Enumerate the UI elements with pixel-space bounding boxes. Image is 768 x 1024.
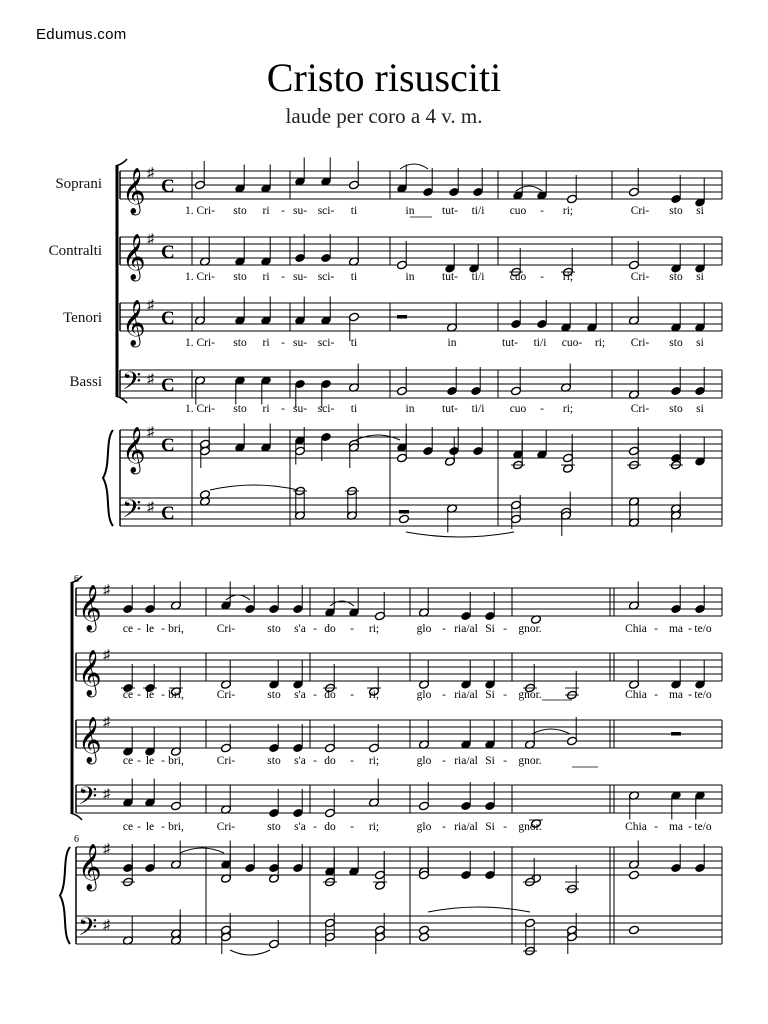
lyric-contralto: -: [161, 689, 165, 701]
choir-bracket: [116, 159, 128, 166]
voice-label-soprani: Soprani: [55, 176, 102, 192]
key-signature-sharp: ♯: [147, 166, 154, 181]
lyric-tenor: -: [137, 755, 141, 767]
lyric-contralto: -: [350, 689, 354, 701]
tie-slur: [428, 907, 530, 912]
lyric-bass: gnor.: [518, 821, 542, 833]
lyric-tenor: sci-: [317, 337, 335, 349]
lyric-contralto: si: [696, 271, 704, 283]
lyric-bass: sci-: [317, 403, 335, 415]
tie-slur: [400, 164, 428, 169]
lyric-soprano: sto: [233, 205, 247, 217]
key-signature-sharp: ♯: [147, 298, 154, 313]
lyric-tenor: do: [324, 755, 336, 767]
lyric-tenor: 1. Cri-: [184, 337, 216, 349]
lyric-contralto: sto: [669, 271, 683, 283]
lyric-contralto: Si: [485, 689, 495, 701]
lyric-soprano: sto: [267, 623, 281, 635]
key-signature-sharp: ♯: [147, 500, 154, 515]
lyric-soprano: Si: [485, 623, 495, 635]
lyric-bass: sto: [669, 403, 683, 415]
tie-slur: [356, 435, 400, 440]
lyric-soprano: sci-: [317, 205, 335, 217]
choir-bracket: [71, 576, 83, 583]
lyric-contralto: do: [324, 689, 336, 701]
lyric-contralto: bri,: [168, 689, 184, 701]
lyric-tenor: -: [442, 755, 446, 767]
lyric-tenor: ri;: [368, 755, 380, 767]
time-signature: C: [161, 308, 175, 329]
lyric-contralto: su-: [292, 271, 308, 283]
lyric-tenor: -: [350, 755, 354, 767]
lyric-tenor: ri: [262, 337, 270, 349]
lyric-tenor: si: [696, 337, 704, 349]
lyric-soprano: si: [696, 205, 704, 217]
lyric-bass: cuo: [509, 403, 527, 415]
time-signature: C: [161, 503, 175, 524]
lyric-soprano: le: [145, 623, 155, 635]
lyric-bass: -: [442, 821, 446, 833]
key-signature-sharp: ♯: [103, 842, 110, 857]
treble-clef-icon: 𝄞: [78, 585, 102, 630]
lyric-soprano: -: [442, 623, 446, 635]
lyric-tenor: Cri-: [630, 337, 650, 349]
lyric-bass: ti: [350, 403, 358, 415]
lyric-tenor: le: [145, 755, 155, 767]
lyric-tenor: ce: [122, 755, 134, 767]
lyric-contralto: ri;: [368, 689, 380, 701]
lyric-contralto: ri;: [562, 271, 574, 283]
measure-number-piano: 6: [74, 834, 79, 845]
lyric-contralto: -: [654, 689, 658, 701]
lyric-bass: Cri-: [216, 821, 236, 833]
lyric-tenor: ti/i: [533, 337, 547, 349]
bass-clef-icon: 𝄢: [122, 496, 142, 529]
lyric-contralto: ti/i: [471, 271, 485, 283]
lyric-contralto: cuo: [509, 271, 527, 283]
lyric-bass: -: [688, 821, 692, 833]
note-head: [628, 925, 639, 935]
lyric-bass: glo: [416, 821, 432, 833]
tie-slur: [532, 729, 570, 734]
lyric-soprano: -: [313, 623, 317, 635]
treble-clef-icon: 𝄞: [122, 427, 146, 472]
lyric-contralto: glo: [416, 689, 432, 701]
lyric-bass: -: [350, 821, 354, 833]
lyric-contralto: Cri-: [630, 271, 650, 283]
lyric-soprano: gnor.: [518, 623, 542, 635]
voice-label-bassi: Bassi: [69, 374, 102, 390]
lyric-soprano: -: [137, 623, 141, 635]
treble-clef-icon: 𝄞: [122, 234, 146, 279]
lyric-bass: te/o: [694, 821, 712, 833]
lyric-contralto: -: [281, 271, 285, 283]
lyric-tenor: ria/al: [454, 755, 478, 767]
lyric-contralto: Cri-: [216, 689, 236, 701]
lyric-bass: si: [696, 403, 704, 415]
lyric-contralto: ce: [122, 689, 134, 701]
lyric-contralto: ma: [668, 689, 684, 701]
lyric-soprano: -: [350, 623, 354, 635]
lyric-soprano: s'a: [294, 623, 306, 635]
lyric-tenor: glo: [416, 755, 432, 767]
lyric-tenor: Cri-: [216, 755, 236, 767]
lyric-bass: Chia: [625, 821, 647, 833]
lyric-tenor: Si: [485, 755, 495, 767]
lyric-tenor: ti: [350, 337, 358, 349]
lyric-bass: do: [324, 821, 336, 833]
lyric-bass: -: [540, 403, 544, 415]
treble-clef-icon: 𝄞: [78, 717, 102, 762]
lyric-contralto: in: [405, 271, 415, 283]
half-rest: [671, 732, 681, 736]
lyric-tenor: cuo-: [561, 337, 583, 349]
tie-slur: [230, 950, 270, 955]
lyric-bass: ri: [262, 403, 270, 415]
treble-clef-icon: 𝄞: [122, 300, 146, 345]
treble-clef-icon: 𝄞: [122, 168, 146, 213]
lyric-tenor: ri;: [594, 337, 606, 349]
lyric-soprano: ti/i: [471, 205, 485, 217]
lyric-tenor: -: [281, 337, 285, 349]
measure-number: 6: [74, 574, 79, 585]
lyric-contralto: Chia: [625, 689, 647, 701]
lyric-contralto: le: [145, 689, 155, 701]
note-head: [398, 514, 409, 524]
lyric-bass: su-: [292, 403, 308, 415]
lyric-contralto: -: [540, 271, 544, 283]
lyric-tenor: tut-: [502, 337, 518, 349]
lyric-soprano: ria/al: [454, 623, 478, 635]
lyric-bass: ti/i: [471, 403, 485, 415]
lyric-bass: tut-: [442, 403, 458, 415]
lyric-bass: ri;: [368, 821, 380, 833]
lyric-contralto: ti: [350, 271, 358, 283]
score-title: Cristo risusciti: [266, 55, 502, 100]
lyric-contralto: sci-: [317, 271, 335, 283]
lyric-soprano: -: [654, 623, 658, 635]
key-signature-sharp: ♯: [103, 715, 110, 730]
lyric-soprano: glo: [416, 623, 432, 635]
time-signature: C: [161, 375, 175, 396]
lyric-tenor: s'a: [294, 755, 306, 767]
time-signature: C: [161, 176, 175, 197]
lyric-contralto: ri: [262, 271, 270, 283]
lyric-tenor: in: [447, 337, 457, 349]
lyric-soprano: ri;: [562, 205, 574, 217]
tie-slur: [516, 186, 542, 191]
lyric-soprano: -: [281, 205, 285, 217]
lyric-bass: ce: [122, 821, 134, 833]
lyric-soprano: 1. Cri-: [184, 205, 216, 217]
tie-slur: [226, 595, 250, 600]
lyric-tenor: -: [503, 755, 507, 767]
lyric-soprano: -: [688, 623, 692, 635]
tie-slur: [180, 848, 224, 853]
lyric-tenor: -: [313, 755, 317, 767]
lyric-tenor: sto: [267, 755, 281, 767]
lyric-bass: bri,: [168, 821, 184, 833]
lyric-soprano: -: [161, 623, 165, 635]
lyric-contralto: -: [442, 689, 446, 701]
bass-clef-icon: 𝄢: [78, 914, 98, 947]
lyric-soprano: ti: [350, 205, 358, 217]
lyric-contralto: -: [313, 689, 317, 701]
bass-clef-icon: 𝄢: [78, 783, 98, 816]
key-signature-sharp: ♯: [103, 918, 110, 933]
tie-slur: [210, 485, 298, 490]
lyric-soprano: -: [503, 623, 507, 635]
treble-clef-icon: 𝄞: [78, 650, 102, 695]
treble-clef-icon: 𝄞: [78, 844, 102, 889]
lyric-bass: -: [137, 821, 141, 833]
voice-label-contralti: Contralti: [48, 243, 102, 259]
lyric-soprano: do: [324, 623, 336, 635]
piano-brace: [103, 430, 113, 526]
lyric-bass: ma: [668, 821, 684, 833]
lyric-bass: 1. Cri-: [184, 403, 216, 415]
lyric-soprano: ri;: [368, 623, 380, 635]
lyric-contralto: -: [688, 689, 692, 701]
half-rest: [399, 510, 409, 514]
note-head: [418, 932, 429, 942]
lyric-soprano: sto: [669, 205, 683, 217]
lyric-bass: ria/al: [454, 821, 478, 833]
time-signature: C: [161, 242, 175, 263]
note-head: [628, 870, 639, 880]
site-name: Edumus.com: [36, 26, 127, 43]
key-signature-sharp: ♯: [147, 425, 154, 440]
lyric-soprano: te/o: [694, 623, 712, 635]
score-subtitle: laude per coro a 4 v. m.: [285, 104, 483, 128]
lyric-tenor: gnor.: [518, 755, 542, 767]
lyric-soprano: tut-: [442, 205, 458, 217]
lyric-tenor: sto: [669, 337, 683, 349]
key-signature-sharp: ♯: [147, 232, 154, 247]
lyric-bass: -: [161, 821, 165, 833]
lyric-soprano: in: [405, 205, 415, 217]
lyric-bass: -: [503, 821, 507, 833]
lyric-soprano: su-: [292, 205, 308, 217]
lyric-tenor: -: [161, 755, 165, 767]
lyric-bass: le: [145, 821, 155, 833]
key-signature-sharp: ♯: [103, 583, 110, 598]
half-rest: [397, 315, 407, 319]
lyric-contralto: gnor.: [518, 689, 542, 701]
key-signature-sharp: ♯: [103, 648, 110, 663]
key-signature-sharp: ♯: [103, 787, 110, 802]
lyric-contralto: ria/al: [454, 689, 478, 701]
lyric-bass: sto: [267, 821, 281, 833]
lyric-bass: -: [281, 403, 285, 415]
lyric-bass: in: [405, 403, 415, 415]
time-signature: C: [161, 435, 175, 456]
lyric-contralto: te/o: [694, 689, 712, 701]
lyric-tenor: sto: [233, 337, 247, 349]
lyric-soprano: bri,: [168, 623, 184, 635]
lyric-soprano: Cri-: [630, 205, 650, 217]
voice-label-tenori: Tenori: [63, 310, 102, 326]
lyric-soprano: cuo: [509, 205, 527, 217]
lyric-bass: sto: [233, 403, 247, 415]
bass-clef-icon: 𝄢: [122, 368, 142, 401]
lyric-soprano: -: [540, 205, 544, 217]
lyric-soprano: Cri-: [216, 623, 236, 635]
lyric-contralto: tut-: [442, 271, 458, 283]
lyric-contralto: s'a: [294, 689, 306, 701]
lyric-soprano: ce: [122, 623, 134, 635]
lyric-bass: s'a: [294, 821, 306, 833]
lyric-contralto: -: [137, 689, 141, 701]
lyric-tenor: bri,: [168, 755, 184, 767]
lyric-bass: ri;: [562, 403, 574, 415]
lyric-contralto: sto: [267, 689, 281, 701]
key-signature-sharp: ♯: [147, 372, 154, 387]
lyric-bass: Si: [485, 821, 495, 833]
piano-brace: [60, 847, 70, 944]
lyric-soprano: ma: [668, 623, 684, 635]
lyric-soprano: ri: [262, 205, 270, 217]
lyric-bass: Cri-: [630, 403, 650, 415]
lyric-bass: -: [654, 821, 658, 833]
lyric-contralto: sto: [233, 271, 247, 283]
tie-slur: [406, 532, 514, 537]
lyric-bass: -: [313, 821, 317, 833]
lyric-contralto: -: [503, 689, 507, 701]
lyric-contralto: 1. Cri-: [184, 271, 216, 283]
lyric-soprano: Chia: [625, 623, 647, 635]
lyric-tenor: su-: [292, 337, 308, 349]
